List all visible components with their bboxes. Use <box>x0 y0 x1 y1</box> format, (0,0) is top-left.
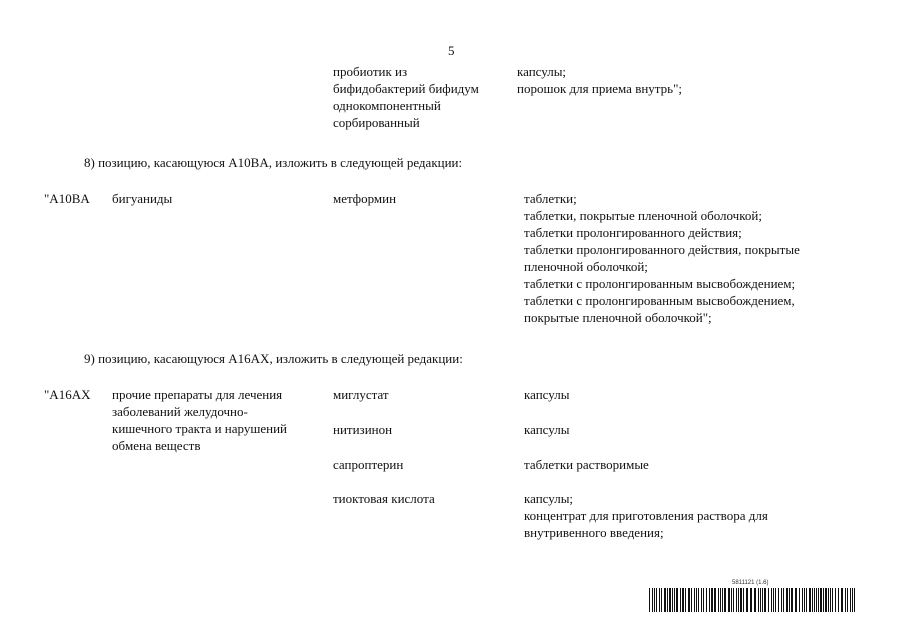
barcode-bar <box>809 588 811 612</box>
barcode-bar <box>738 588 739 612</box>
barcode-bar <box>854 588 855 612</box>
probiotic-substance <box>333 63 479 131</box>
barcode-bar <box>781 588 782 612</box>
barcode-bar <box>654 588 655 612</box>
paragraph-8: 8) позицию, касающуюся A10BA, изложить в следующей редакции: <box>84 155 463 170</box>
barcode-bar <box>816 588 817 612</box>
text-line: заболеваний желудочно- <box>112 404 248 419</box>
barcode-bar <box>825 588 827 612</box>
barcode-bar <box>823 588 824 612</box>
barcode-bar <box>736 588 737 612</box>
barcode-bar <box>740 588 742 612</box>
text-line: концентрат для приготовления раствора для <box>524 508 768 523</box>
barcode-bar <box>714 588 716 612</box>
barcode-bar <box>733 588 734 612</box>
thioctic-acid-forms <box>524 490 768 541</box>
barcode-bar <box>676 588 678 612</box>
barcode-bar <box>820 588 822 612</box>
barcode-bar <box>664 588 666 612</box>
text-line: сорбированный <box>333 115 420 130</box>
barcode-bar <box>812 588 813 612</box>
barcode-bar <box>768 588 769 612</box>
text-line: бифидобактерий бифидум <box>333 81 479 96</box>
barcode-bar <box>845 588 846 612</box>
barcode-bar <box>743 588 744 612</box>
barcode-bar <box>795 588 797 612</box>
barcode-bar <box>682 588 684 612</box>
text-line: однокомпонентный <box>333 98 441 113</box>
barcode-bar <box>828 588 829 612</box>
barcode-icon <box>649 588 856 612</box>
barcode-bar <box>669 588 671 612</box>
barcode-bar <box>722 588 723 612</box>
text-line: пленочной оболочкой; <box>524 259 648 274</box>
barcode-bar <box>760 588 761 612</box>
barcode-bar <box>649 588 650 612</box>
atc-code-a10ba: "A10BA <box>44 191 90 206</box>
barcode-bar <box>728 588 730 612</box>
barcode-bar <box>814 588 815 612</box>
barcode-bar <box>835 588 836 612</box>
text-line: кишечного тракта и нарушений <box>112 421 288 436</box>
barcode-bar <box>771 588 772 612</box>
barcode-bar <box>852 588 853 612</box>
text-line: таблетки пролонгированного действия; <box>524 225 742 240</box>
barcode-bar <box>773 588 774 612</box>
barcode-bar <box>731 588 732 612</box>
text-line: капсулы; <box>524 491 574 506</box>
text-line: капсулы; <box>517 64 567 79</box>
probiotic-forms <box>517 63 682 97</box>
sapropterin-form: таблетки растворимые <box>524 457 649 472</box>
text-line: таблетки пролонгированного действия, покрытые <box>524 242 800 257</box>
drug-sapropterin: сапроптерин <box>333 457 404 472</box>
barcode-bar <box>791 588 793 612</box>
drug-miglustat: миглустат <box>333 387 389 402</box>
barcode-bar <box>703 588 704 612</box>
text-line: порошок для приема внутрь"; <box>517 81 682 96</box>
barcode-bar <box>672 588 673 612</box>
text-line: пробиотик из <box>333 64 408 79</box>
barcode-bar <box>754 588 756 612</box>
atc-code-a16ax: "A16AX <box>44 387 91 402</box>
barcode-bar <box>789 588 790 612</box>
barcode-bar <box>804 588 805 612</box>
barcode-bar <box>694 588 695 612</box>
barcode-bar <box>724 588 726 612</box>
barcode-bar <box>652 588 653 612</box>
text-line: таблетки, покрытые пленочной оболочкой; <box>524 208 762 223</box>
barcode-bar <box>698 588 699 612</box>
barcode-bar <box>696 588 697 612</box>
barcode-bar <box>762 588 763 612</box>
barcode-bar <box>691 588 692 612</box>
text-line: таблетки; <box>524 191 577 206</box>
barcode-bar <box>746 588 748 612</box>
drug-thioctic-acid: тиоктовая кислота <box>333 491 435 506</box>
barcode-bar <box>778 588 779 612</box>
barcode-bar <box>847 588 848 612</box>
page-number: 5 <box>448 43 455 58</box>
drug-nitisinone: нитизинон <box>333 422 393 437</box>
barcode-bar <box>799 588 800 612</box>
group-other-gi-drugs <box>112 386 287 454</box>
barcode-bar <box>685 588 686 612</box>
text-line: таблетки с пролонгированным высвобождением, <box>524 293 795 308</box>
barcode-bar <box>832 588 833 612</box>
barcode-bar <box>758 588 759 612</box>
barcode-bar <box>701 588 702 612</box>
barcode-bar <box>688 588 690 612</box>
miglustat-form: капсулы <box>524 387 570 402</box>
barcode-bar <box>841 588 843 612</box>
barcode-bar <box>720 588 721 612</box>
barcode-bar <box>806 588 807 612</box>
barcode-number: 5811121 (1.6) <box>732 580 769 586</box>
barcode-bar <box>764 588 766 612</box>
text-line: таблетки с пролонгированным высвобождением; <box>524 276 796 291</box>
barcode-bar <box>667 588 668 612</box>
text-line: внутривенного введения; <box>524 525 664 540</box>
barcode-bar <box>783 588 784 612</box>
barcode-bar <box>674 588 675 612</box>
barcode-bar <box>850 588 851 612</box>
text-line: обмена веществ <box>112 438 201 453</box>
barcode-bar <box>830 588 831 612</box>
barcode-bar <box>661 588 662 612</box>
paragraph-9: 9) позицию, касающуюся A16AX, изложить в следующей редакции: <box>84 351 463 366</box>
barcode-bar <box>706 588 707 612</box>
barcode-bar <box>802 588 803 612</box>
barcode-bar <box>656 588 657 612</box>
barcode-bar <box>718 588 719 612</box>
barcode-bar <box>709 588 710 612</box>
barcode-bar <box>711 588 713 612</box>
barcode-bar <box>818 588 819 612</box>
text-line: покрытые пленочной оболочкой"; <box>524 310 712 325</box>
group-biguanides: бигуаниды <box>112 191 173 206</box>
drug-metformin: метформин <box>333 191 397 206</box>
barcode-bar <box>786 588 788 612</box>
metformin-forms <box>524 190 800 326</box>
text-line: прочие препараты для лечения <box>112 387 283 402</box>
barcode-bar <box>659 588 660 612</box>
barcode-bar <box>750 588 752 612</box>
barcode-bar <box>680 588 681 612</box>
barcode-bar <box>838 588 839 612</box>
nitisinone-form: капсулы <box>524 422 570 437</box>
barcode-bar <box>775 588 776 612</box>
